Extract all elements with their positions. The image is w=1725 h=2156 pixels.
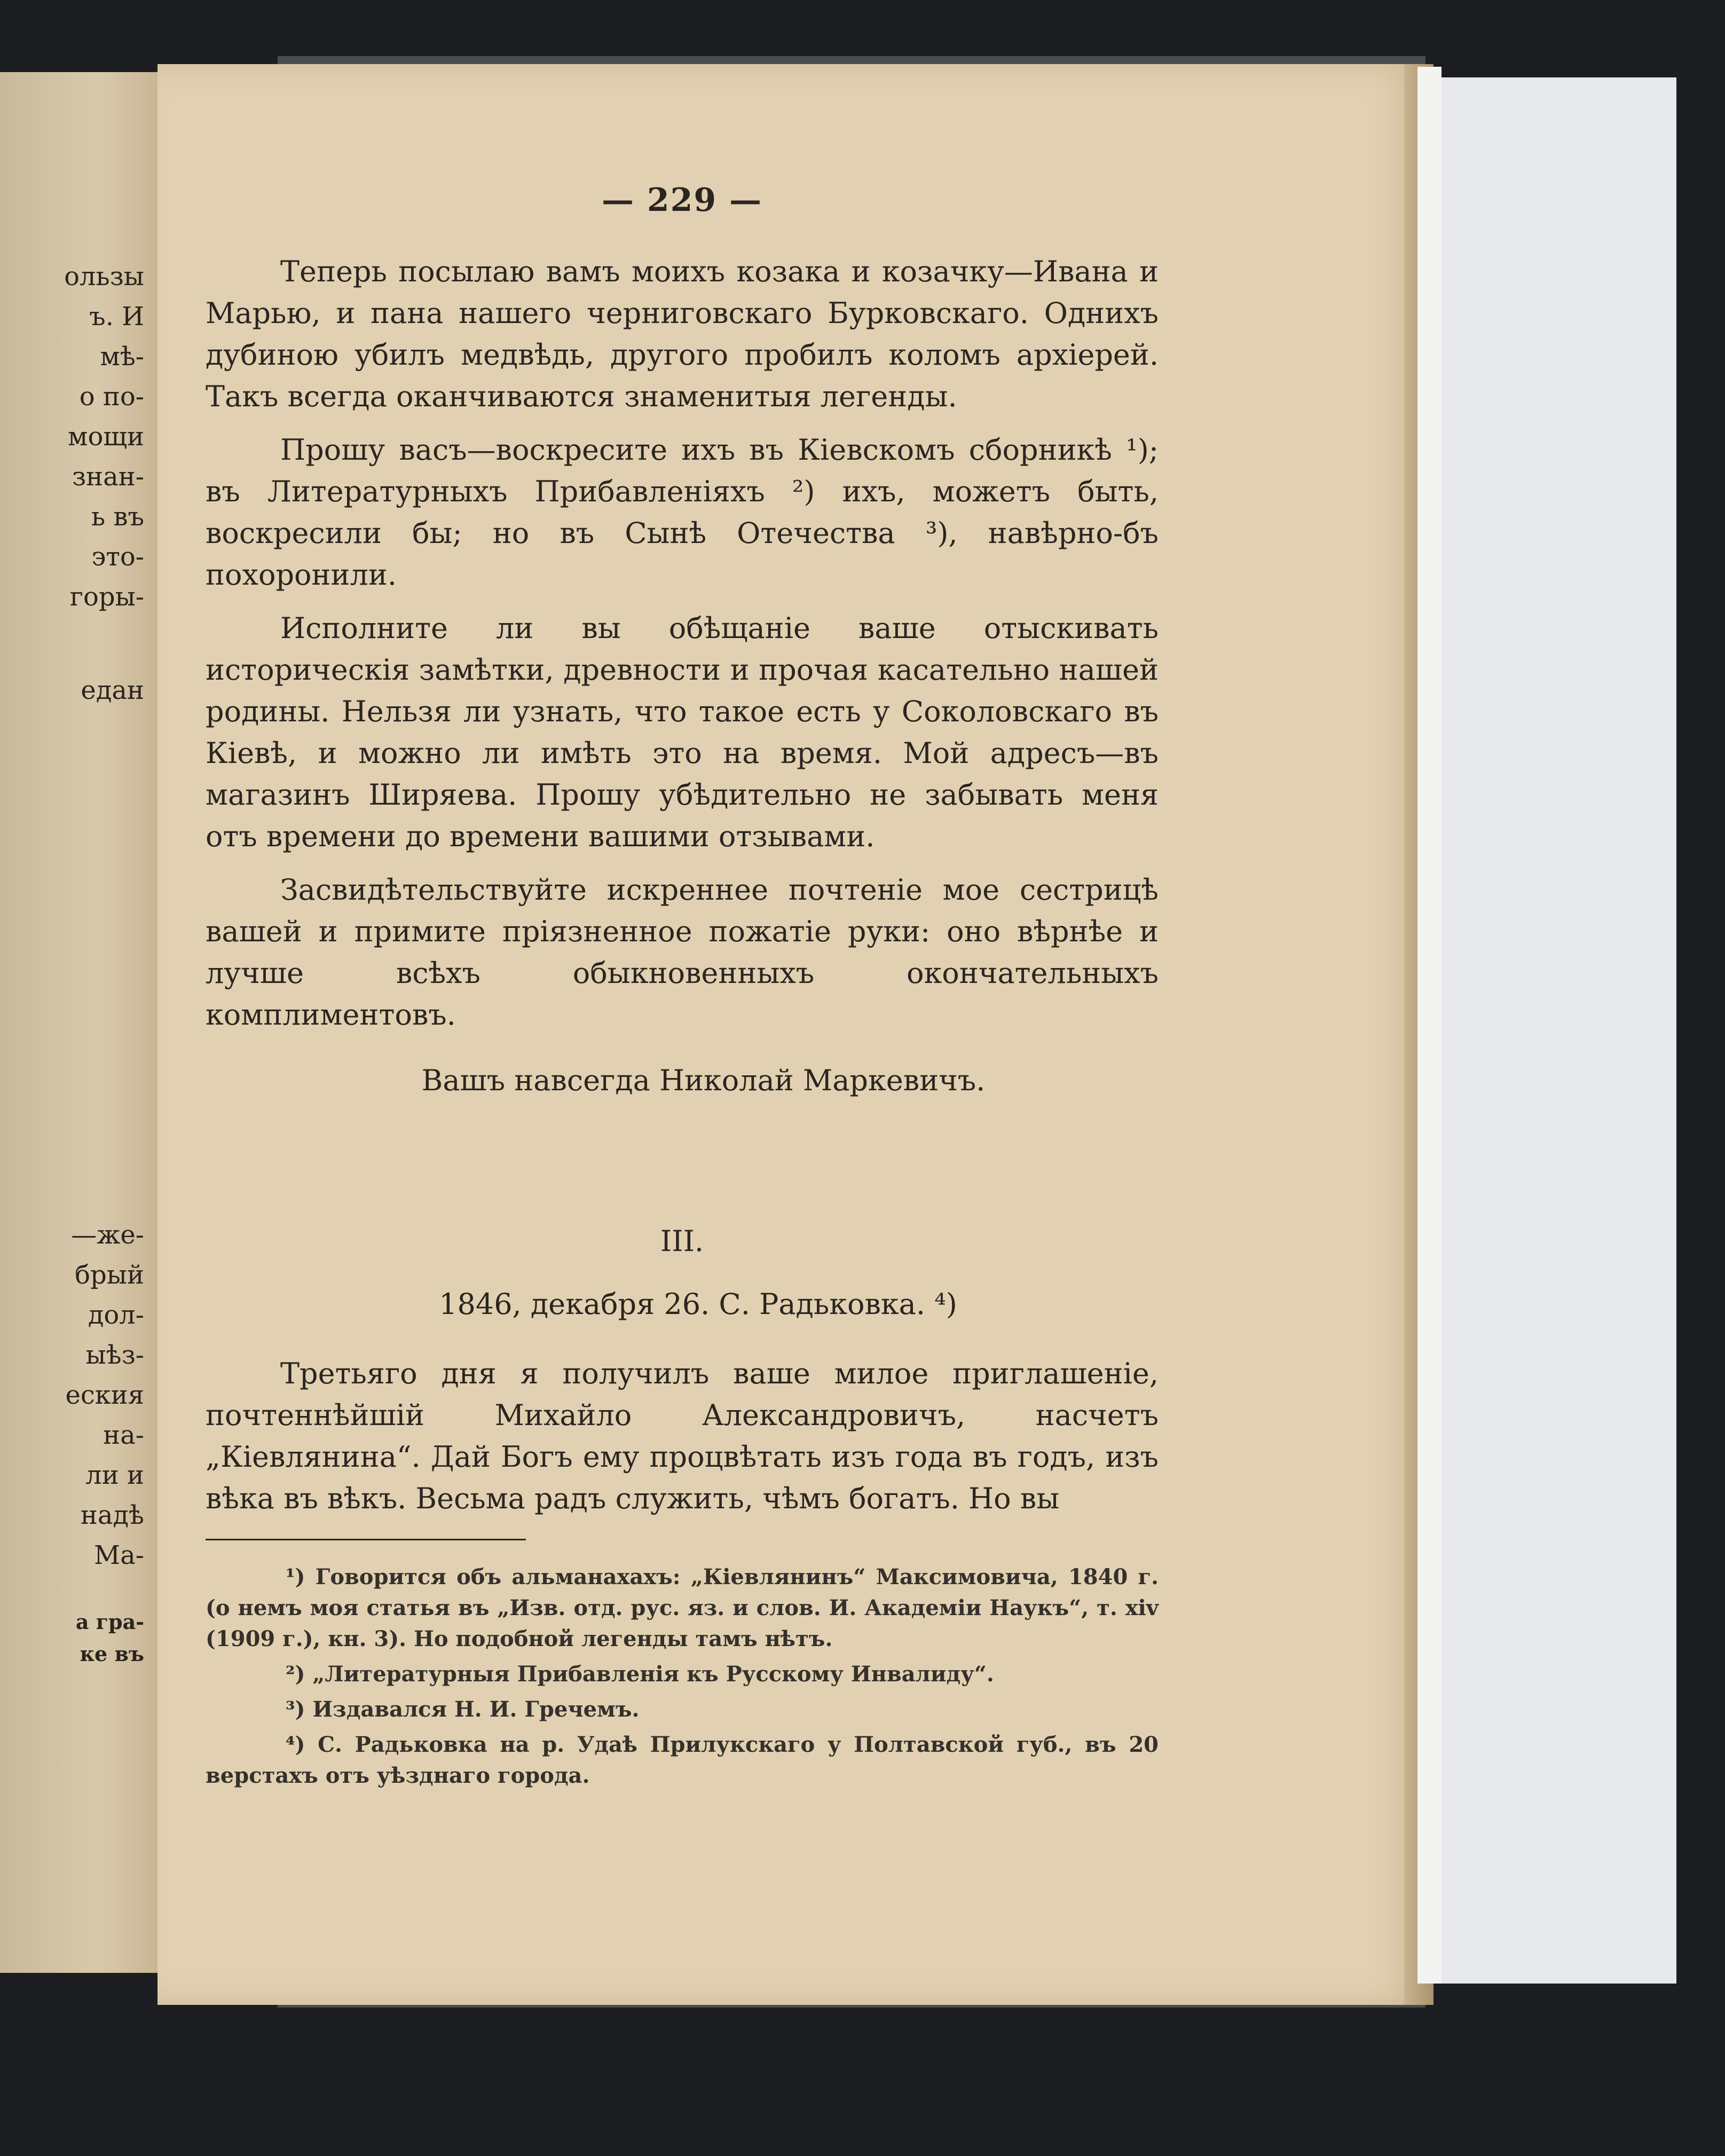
paragraph: Исполните ли вы обѣщаніе ваше отыскивать историческія замѣтки, древности и прочая касательно нашей родины. Нельзя ли узнать, что такое есть у Соколовскаго въ Кіевѣ, и можно ли имѣть это на время. Мой адресъ—въ магазинъ Ширяева. Прошу убѣдительно не забывать меня отъ времени до времени вашими отзывами. <box>206 611 1159 853</box>
left-page-line: —же- <box>71 1220 144 1250</box>
footnote-divider <box>206 1539 526 1540</box>
footnote: ¹) Говорится объ альманахахъ: „Кіевлянинъ“ Максимовича, 1840 г. (о немъ моя статья въ „Изв. отд. рус. яз. и слов. И. Академіи Наукъ“, т. xiv (1909 г.), кн. 3). Но подобной легенды тамъ нѣтъ. <box>206 1564 1159 1651</box>
footnote: ²) „Литературныя Прибавленія къ Русскому Инвалиду“. <box>286 1662 994 1687</box>
left-page-line: ользы <box>64 262 144 292</box>
left-page-line: это- <box>91 542 144 572</box>
paragraph: Теперь посылаю вамъ моихъ козака и козачку—Ивана и Марью, и пана нашего черниговскаго Бурковскаго. Однихъ дубиною убилъ медвѣдь, другого пробилъ коломъ архіерей. Такъ всегда оканчиваются знаменитыя легенды. <box>206 255 1159 413</box>
left-page-line: мѣ- <box>100 342 144 372</box>
paragraph: Третьяго дня я получилъ ваше милое приглашеніе, почтеннѣйшій Михайло Александровичъ, насчетъ „Кіевлянина“. Дай Богъ ему процвѣтать изъ года въ годъ, изъ вѣка въ вѣкъ. Весьма радъ служить, чѣмъ богатъ. Но вы <box>206 1357 1159 1515</box>
left-page-line: о по- <box>79 382 144 412</box>
left-page-line: мощи <box>68 422 144 452</box>
paragraph: Засвидѣтельствуйте искреннее почтеніе мое сестрицѣ вашей и примите пріязненное пожатіе руки: оно вѣрнѣе и лучше всѣхъ обыкновенныхъ окончательныхъ комплиментовъ. <box>206 873 1159 1032</box>
left-page-line: ли и <box>85 1460 144 1490</box>
left-page-line: знан- <box>72 462 144 492</box>
left-page-line: еския <box>65 1380 144 1410</box>
footnote: ³) Издавался Н. И. Гречемъ. <box>286 1697 640 1722</box>
letter-dateline: 1846, декабря 26. С. Радьковка. ⁴) <box>439 1287 957 1321</box>
white-sheet-edge <box>1417 67 1442 1984</box>
page-number: — 229 — <box>601 182 763 219</box>
page-text-block <box>206 182 1159 1796</box>
left-page-line: ъ. И <box>89 302 144 332</box>
left-page-footnote-line: ке въ <box>80 1642 144 1666</box>
left-page-line: ыѣз- <box>85 1340 144 1370</box>
left-page-line: ь въ <box>91 502 144 532</box>
paragraph: Прошу васъ—воскресите ихъ въ Кіевскомъ сборникѣ ¹); въ Литературныхъ Прибавленіяхъ ²) ихъ, можетъ быть, воскресили бы; но въ Сынѣ Отечества ³), навѣрно-бъ похоронили. <box>206 433 1159 592</box>
left-page-line: едан <box>81 675 144 705</box>
letter-signature: Вашъ навсегда Николай Маркевичъ. <box>421 1064 986 1097</box>
left-page-line: дол- <box>88 1300 144 1330</box>
left-page-footnote-line: а гра- <box>75 1610 144 1634</box>
left-page-line: брый <box>75 1260 144 1290</box>
left-page-line: на- <box>103 1420 144 1450</box>
left-page-line: Ма- <box>94 1540 144 1570</box>
footnote: ⁴) С. Радьковка на р. Удаѣ Прилукскаго у Полтавской губ., въ 20 верстахъ отъ уѣзднаго города. <box>206 1732 1159 1788</box>
left-page-line: горы- <box>69 582 144 612</box>
left-page <box>0 72 160 1973</box>
section-number: III. <box>660 1224 704 1258</box>
left-page-line: надѣ <box>80 1500 144 1530</box>
white-backing-sheet <box>1431 77 1676 1984</box>
